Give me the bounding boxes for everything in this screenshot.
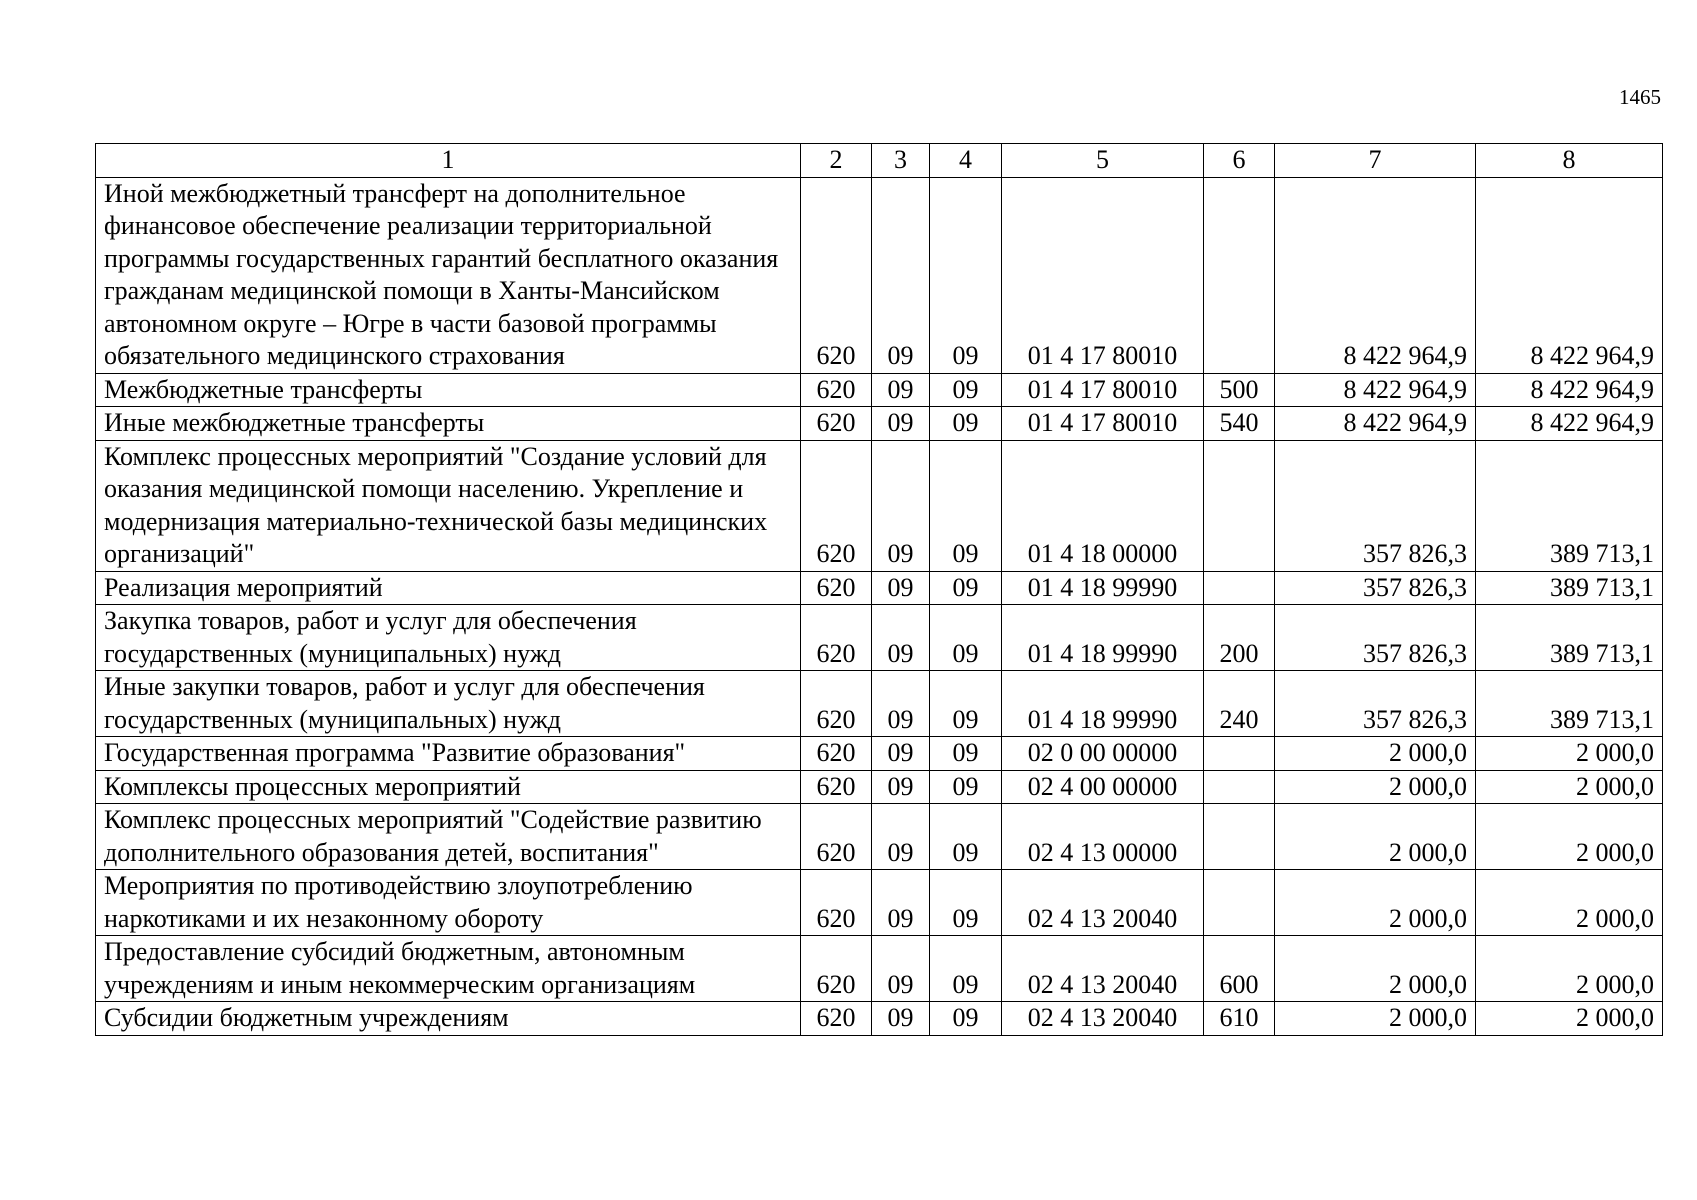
amount-year2-cell: 2 000,0 [1476, 936, 1663, 1002]
section-code-cell: 09 [872, 605, 930, 671]
table-row [96, 605, 1663, 671]
header-row [96, 144, 1663, 178]
row-name-cell: Закупка товаров, работ и услуг для обеспечения государственных (муниципальных) нужд [96, 605, 801, 671]
subsection-code-cell: 09 [930, 804, 1002, 870]
page-number: 1465 [1619, 85, 1661, 109]
subsection-code-cell: 09 [930, 936, 1002, 1002]
ved-code-cell: 620 [801, 373, 872, 407]
target-article-cell: 01 4 18 99990 [1002, 605, 1204, 671]
subsection-code-cell: 09 [930, 770, 1002, 804]
section-code-cell: 09 [872, 373, 930, 407]
ved-code-cell: 620 [801, 605, 872, 671]
table-row [96, 936, 1663, 1002]
subsection-code-cell: 09 [930, 407, 1002, 441]
ved-code-cell: 620 [801, 407, 872, 441]
amount-year2-cell: 389 713,1 [1476, 671, 1663, 737]
table-row [96, 770, 1663, 804]
target-article-cell: 02 4 00 00000 [1002, 770, 1204, 804]
ved-code-cell: 620 [801, 177, 872, 373]
subsection-code-cell: 09 [930, 440, 1002, 571]
section-code-cell: 09 [872, 571, 930, 605]
expense-type-cell [1204, 770, 1275, 804]
subsection-code-cell: 09 [930, 177, 1002, 373]
section-code-cell: 09 [872, 1002, 930, 1036]
target-article-cell: 01 4 18 00000 [1002, 440, 1204, 571]
ved-code-cell: 620 [801, 440, 872, 571]
amount-year1-cell: 2 000,0 [1275, 804, 1476, 870]
ved-code-cell: 620 [801, 870, 872, 936]
expense-type-cell: 610 [1204, 1002, 1275, 1036]
subsection-code-cell: 09 [930, 571, 1002, 605]
amount-year2-cell: 2 000,0 [1476, 1002, 1663, 1036]
ved-code-cell: 620 [801, 737, 872, 771]
section-code-cell: 09 [872, 936, 930, 1002]
table-row [96, 177, 1663, 373]
amount-year1-cell: 8 422 964,9 [1275, 177, 1476, 373]
table-body [96, 177, 1663, 1035]
amount-year1-cell: 8 422 964,9 [1275, 407, 1476, 441]
column-header: 3 [872, 144, 930, 178]
section-code-cell: 09 [872, 177, 930, 373]
section-code-cell: 09 [872, 440, 930, 571]
target-article-cell: 01 4 18 99990 [1002, 671, 1204, 737]
expense-type-cell: 540 [1204, 407, 1275, 441]
table-row [96, 737, 1663, 771]
column-header: 4 [930, 144, 1002, 178]
target-article-cell: 01 4 17 80010 [1002, 373, 1204, 407]
amount-year2-cell: 2 000,0 [1476, 737, 1663, 771]
ved-code-cell: 620 [801, 571, 872, 605]
table-row [96, 870, 1663, 936]
ved-code-cell: 620 [801, 671, 872, 737]
table-row [96, 407, 1663, 441]
section-code-cell: 09 [872, 737, 930, 771]
table-row [96, 571, 1663, 605]
amount-year1-cell: 357 826,3 [1275, 571, 1476, 605]
amount-year1-cell: 357 826,3 [1275, 605, 1476, 671]
row-name-cell: Реализация мероприятий [96, 571, 801, 605]
column-header: 8 [1476, 144, 1663, 178]
amount-year1-cell: 2 000,0 [1275, 770, 1476, 804]
column-header: 2 [801, 144, 872, 178]
amount-year2-cell: 8 422 964,9 [1476, 177, 1663, 373]
expense-type-cell: 200 [1204, 605, 1275, 671]
expense-type-cell [1204, 440, 1275, 571]
amount-year2-cell: 389 713,1 [1476, 571, 1663, 605]
column-header: 6 [1204, 144, 1275, 178]
ved-code-cell: 620 [801, 936, 872, 1002]
section-code-cell: 09 [872, 770, 930, 804]
row-name-cell: Иные закупки товаров, работ и услуг для обеспечения государственных (муниципальных) нужд [96, 671, 801, 737]
table-row [96, 373, 1663, 407]
row-name-cell: Мероприятия по противодействию злоупотреблению наркотиками и их незаконному обороту [96, 870, 801, 936]
amount-year1-cell: 2 000,0 [1275, 870, 1476, 936]
row-name-cell: Комплексы процессных мероприятий [96, 770, 801, 804]
target-article-cell: 02 0 00 00000 [1002, 737, 1204, 771]
target-article-cell: 02 4 13 20040 [1002, 870, 1204, 936]
row-name-cell: Комплекс процессных мероприятий "Содействие развитию дополнительного образования детей, воспитания" [96, 804, 801, 870]
expense-type-cell [1204, 737, 1275, 771]
subsection-code-cell: 09 [930, 870, 1002, 936]
amount-year2-cell: 2 000,0 [1476, 870, 1663, 936]
subsection-code-cell: 09 [930, 1002, 1002, 1036]
target-article-cell: 02 4 13 20040 [1002, 936, 1204, 1002]
amount-year2-cell: 8 422 964,9 [1476, 407, 1663, 441]
row-name-cell: Комплекс процессных мероприятий "Создание условий для оказания медицинской помощи населению. Укрепление и модернизация материально-технической базы медицинских организаций" [96, 440, 801, 571]
amount-year2-cell: 389 713,1 [1476, 605, 1663, 671]
target-article-cell: 02 4 13 20040 [1002, 1002, 1204, 1036]
target-article-cell: 01 4 17 80010 [1002, 177, 1204, 373]
subsection-code-cell: 09 [930, 373, 1002, 407]
amount-year1-cell: 2 000,0 [1275, 936, 1476, 1002]
expense-type-cell: 600 [1204, 936, 1275, 1002]
expense-type-cell [1204, 571, 1275, 605]
amount-year1-cell: 2 000,0 [1275, 737, 1476, 771]
row-name-cell: Субсидии бюджетным учреждениям [96, 1002, 801, 1036]
row-name-cell: Межбюджетные трансферты [96, 373, 801, 407]
amount-year1-cell: 8 422 964,9 [1275, 373, 1476, 407]
expense-type-cell: 500 [1204, 373, 1275, 407]
amount-year2-cell: 389 713,1 [1476, 440, 1663, 571]
section-code-cell: 09 [872, 671, 930, 737]
amount-year1-cell: 2 000,0 [1275, 1002, 1476, 1036]
section-code-cell: 09 [872, 804, 930, 870]
column-header: 1 [96, 144, 801, 178]
subsection-code-cell: 09 [930, 737, 1002, 771]
amount-year2-cell: 2 000,0 [1476, 804, 1663, 870]
ved-code-cell: 620 [801, 804, 872, 870]
amount-year2-cell: 2 000,0 [1476, 770, 1663, 804]
column-header: 7 [1275, 144, 1476, 178]
table-row [96, 1002, 1663, 1036]
target-article-cell: 01 4 18 99990 [1002, 571, 1204, 605]
row-name-cell: Иной межбюджетный трансферт на дополнительное финансовое обеспечение реализации территориальной программы государственных гарантий бесплатного оказания гражданам медицинской помощи в Ханты-Мансийском автономном округе – Югре в части базовой программы обязательного медицинского страхования [96, 177, 801, 373]
amount-year1-cell: 357 826,3 [1275, 440, 1476, 571]
ved-code-cell: 620 [801, 770, 872, 804]
row-name-cell: Государственная программа "Развитие образования" [96, 737, 801, 771]
table-row [96, 440, 1663, 571]
table-row [96, 671, 1663, 737]
expense-type-cell [1204, 870, 1275, 936]
column-header: 5 [1002, 144, 1204, 178]
subsection-code-cell: 09 [930, 605, 1002, 671]
target-article-cell: 01 4 17 80010 [1002, 407, 1204, 441]
expense-type-cell [1204, 177, 1275, 373]
expense-type-cell: 240 [1204, 671, 1275, 737]
row-name-cell: Предоставление субсидий бюджетным, автономным учреждениям и иным некоммерческим организациям [96, 936, 801, 1002]
row-name-cell: Иные межбюджетные трансферты [96, 407, 801, 441]
table-row [96, 804, 1663, 870]
section-code-cell: 09 [872, 870, 930, 936]
section-code-cell: 09 [872, 407, 930, 441]
amount-year1-cell: 357 826,3 [1275, 671, 1476, 737]
expense-type-cell [1204, 804, 1275, 870]
amount-year2-cell: 8 422 964,9 [1476, 373, 1663, 407]
ved-code-cell: 620 [801, 1002, 872, 1036]
subsection-code-cell: 09 [930, 671, 1002, 737]
budget-table [95, 143, 1663, 1036]
target-article-cell: 02 4 13 00000 [1002, 804, 1204, 870]
